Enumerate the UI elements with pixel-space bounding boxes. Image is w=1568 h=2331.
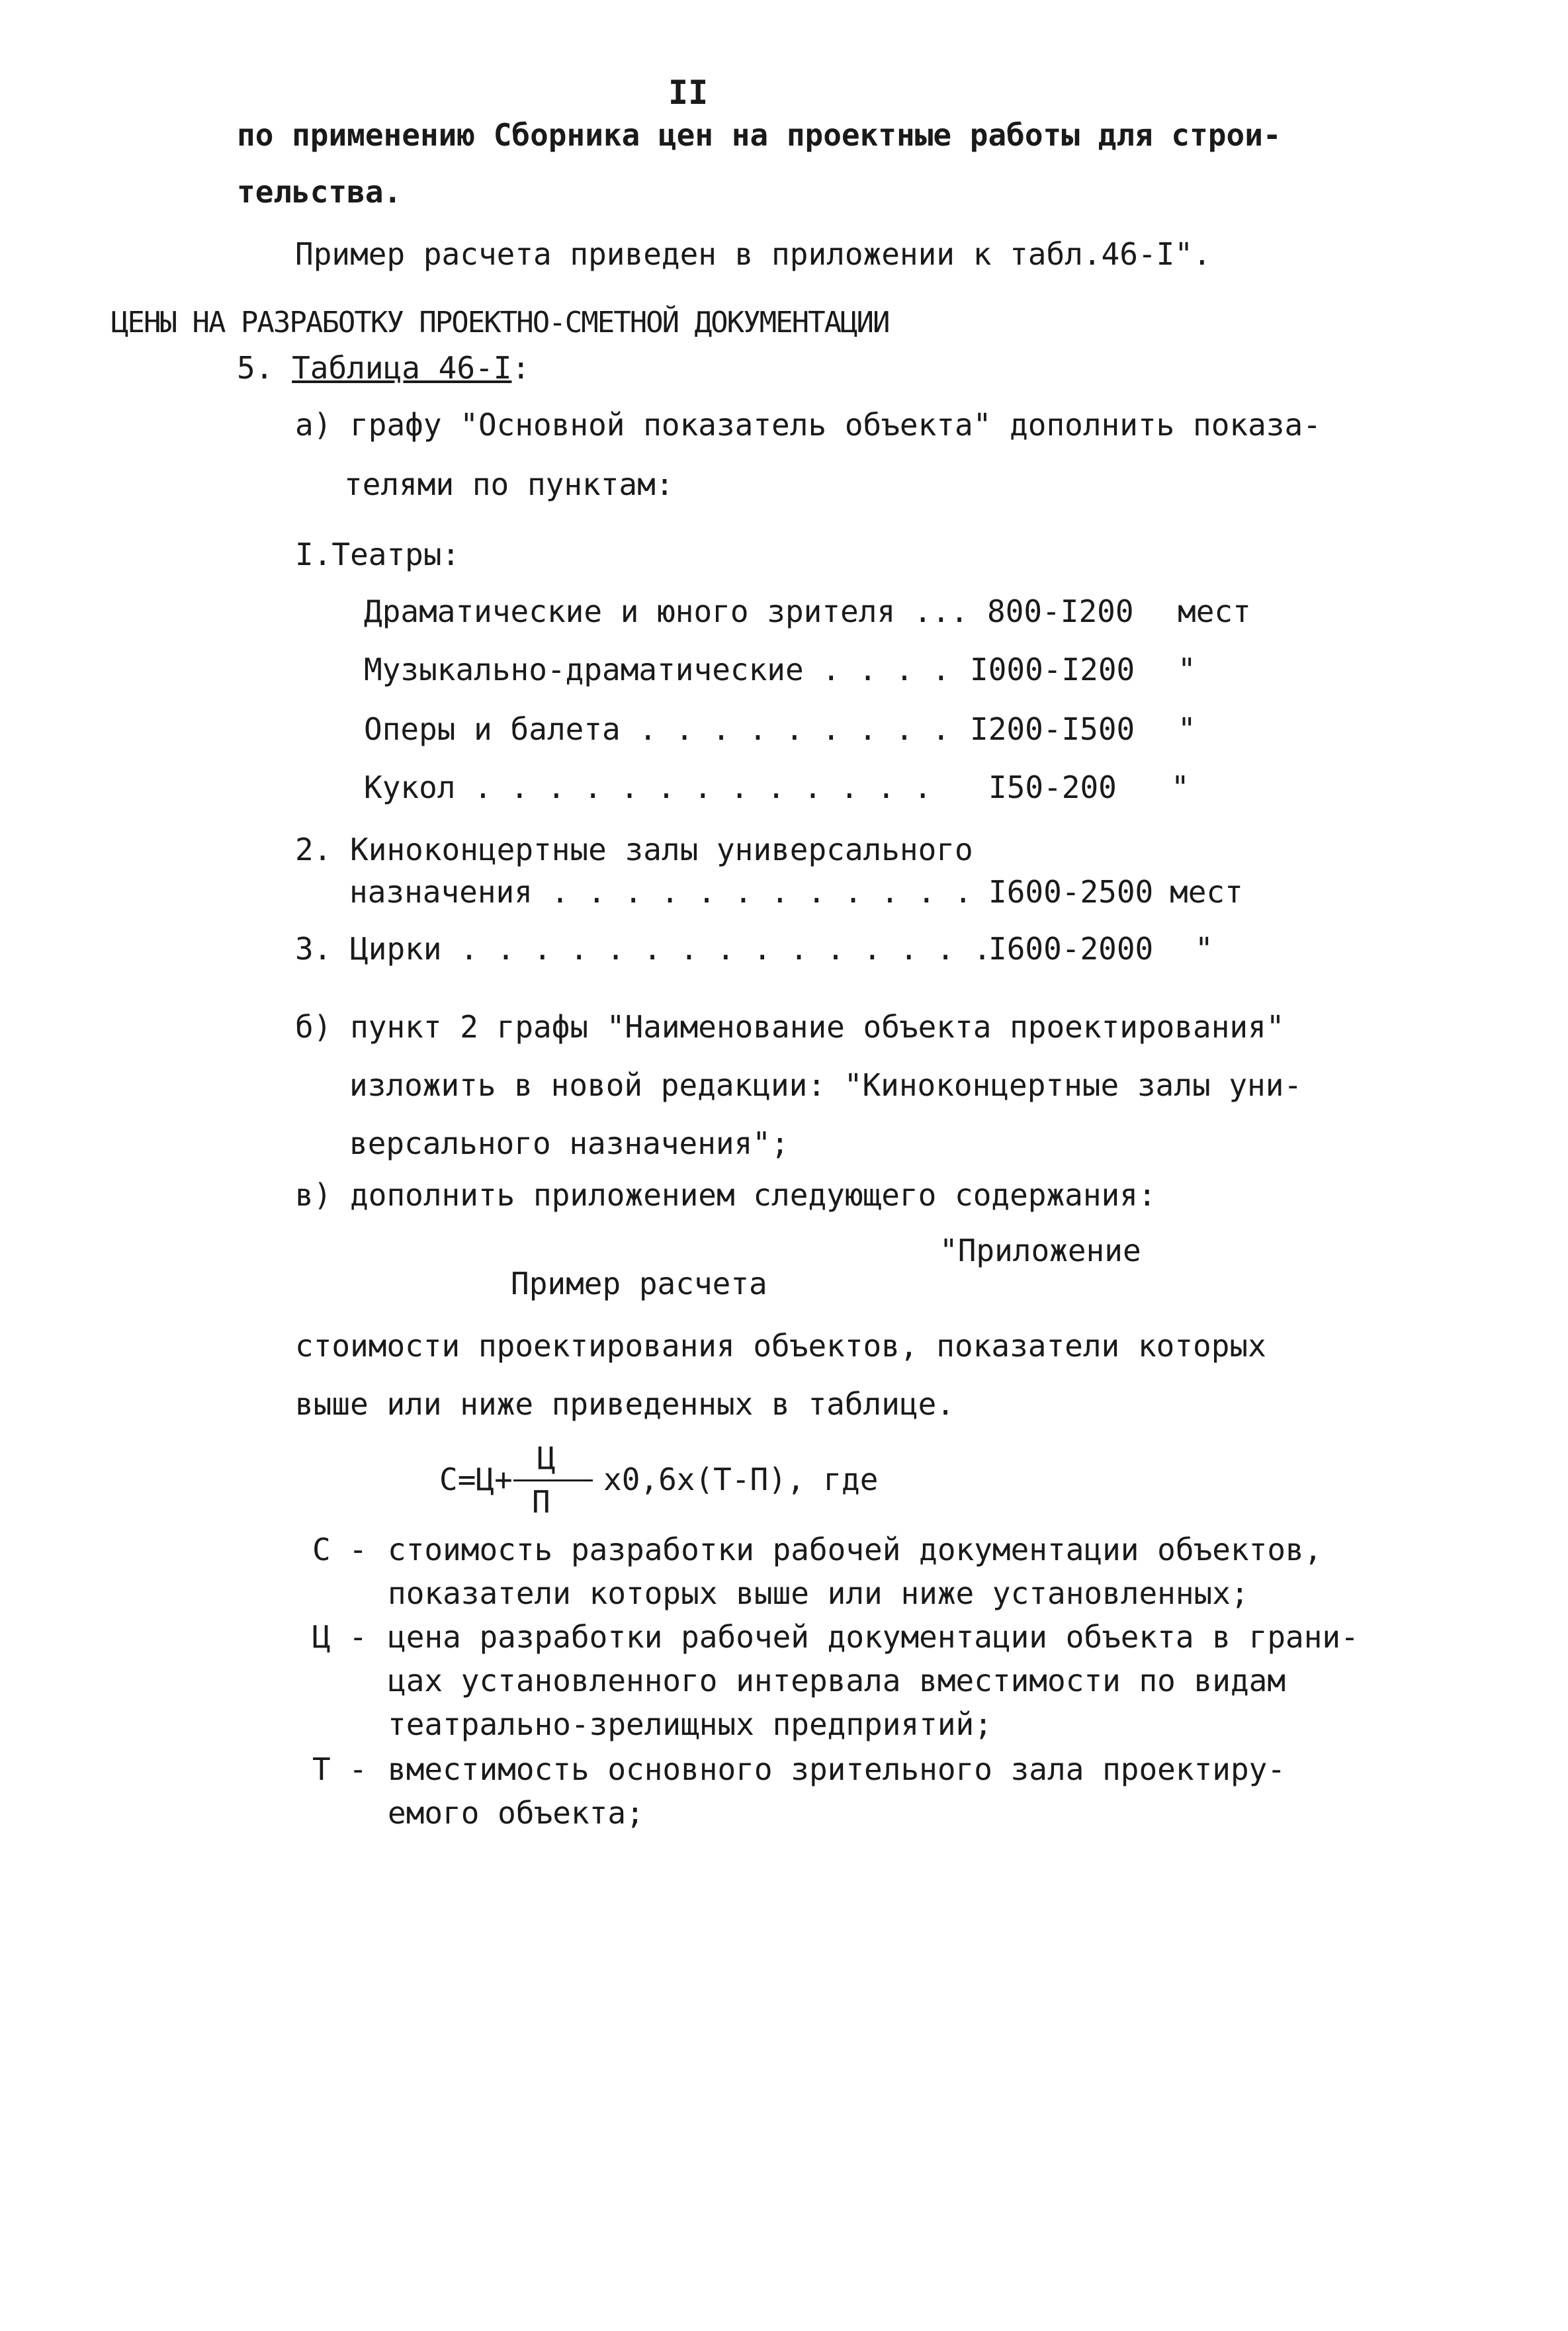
- item-2-unit: мест: [1170, 874, 1243, 910]
- definition-line: показатели которых выше или ниже установленных;: [388, 1575, 1249, 1611]
- appendix-line-2: выше или ниже приведенных в таблице.: [295, 1386, 955, 1422]
- theatre-row-name: Музыкально-драматические . . . .: [364, 652, 951, 687]
- definition-symbol: Т -: [312, 1751, 368, 1787]
- item-3-unit: ": [1195, 931, 1213, 967]
- formula-numerator: Ц: [537, 1440, 556, 1476]
- item-5-title: Таблица 46-I: [292, 350, 512, 386]
- page-number: II: [668, 73, 709, 112]
- section-heading: ЦЕНЫ НА РАЗРАБОТКУ ПРОЕКТНО-СМЕТНОЙ ДОКУМЕНТАЦИИ: [111, 306, 889, 339]
- appendix-label: "Приложение: [939, 1233, 1141, 1268]
- item-b-line-2: изложить в новой редакции: "Киноконцертные залы уни-: [349, 1067, 1303, 1103]
- theatre-row-name: Драматические и юного зрителя ...: [364, 594, 969, 629]
- formula-rhs: х0,6х(Т-П), где: [603, 1462, 879, 1497]
- intro-line-3: Пример расчета приведен в приложении к табл.46-I".: [295, 236, 1211, 272]
- item-2-range: I600-2500: [988, 874, 1154, 910]
- definition-symbol: С -: [312, 1532, 368, 1567]
- definition-line: вместимость основного зрительного зала проектиру-: [388, 1751, 1286, 1787]
- theatre-row-range: 800-I200: [987, 594, 1134, 629]
- fraction-bar: [513, 1479, 593, 1481]
- item-v: в) дополнить приложением следующего содержания:: [295, 1177, 1156, 1213]
- theatre-row-name: Оперы и балета . . . . . . . . .: [364, 711, 951, 747]
- item-b-line-3: версального назначения";: [349, 1125, 789, 1161]
- theatre-row-unit: мест: [1178, 594, 1251, 629]
- theatre-row-unit: ": [1178, 652, 1196, 687]
- theatre-row-unit: ": [1171, 770, 1190, 805]
- formula-denominator: П: [532, 1484, 550, 1520]
- theatre-row-range: I50-200: [988, 770, 1117, 805]
- theatre-row-name: Кукол . . . . . . . . . . . . .: [364, 770, 932, 805]
- definition-line: стоимость разработки рабочей документации объектов,: [388, 1532, 1323, 1567]
- intro-line-1: по применению Сборника цен на проектные работы для строи-: [237, 117, 1282, 153]
- theatres-heading: I.Театры:: [295, 537, 460, 572]
- item-a-line-2: телями по пунктам:: [344, 466, 674, 502]
- item-5: [237, 349, 530, 386]
- formula-fraction: [513, 1440, 593, 1519]
- definition-symbol: Ц -: [312, 1619, 368, 1655]
- theatre-row-range: I200-I500: [970, 711, 1135, 747]
- theatre-row-range: I000-I200: [970, 652, 1135, 687]
- definition-line: цена разработки рабочей документации объекта в грани-: [388, 1619, 1359, 1655]
- item-a-line-1: а) графу "Основной показатель объекта" дополнить показа-: [295, 407, 1321, 443]
- item-2-line-1: 2. Киноконцертные залы универсального: [295, 832, 973, 867]
- appendix-line-1: стоимости проектирования объектов, показатели которых: [295, 1328, 1266, 1364]
- item-3-name: 3. Цирки . . . . . . . . . . . . . . .: [295, 931, 992, 967]
- definition-line: театрально-зрелищных предприятий;: [388, 1706, 992, 1742]
- appendix-title: Пример расчета: [511, 1266, 767, 1301]
- theatre-row-unit: ": [1178, 711, 1196, 747]
- definition-line: емого объекта;: [388, 1795, 644, 1831]
- item-5-colon: :: [511, 350, 531, 386]
- item-5-number: 5.: [237, 350, 274, 386]
- formula-lhs: С=Ц+: [439, 1462, 513, 1497]
- item-2-line-2: назначения . . . . . . . . . . . .: [349, 874, 973, 910]
- definition-line: цах установленного интервала вместимости по видам: [388, 1663, 1286, 1698]
- item-3-range: I600-2000: [988, 931, 1154, 967]
- intro-line-2: тельства.: [237, 174, 402, 210]
- item-b-line-1: б) пункт 2 графы "Наименование объекта проектирования": [295, 1009, 1285, 1045]
